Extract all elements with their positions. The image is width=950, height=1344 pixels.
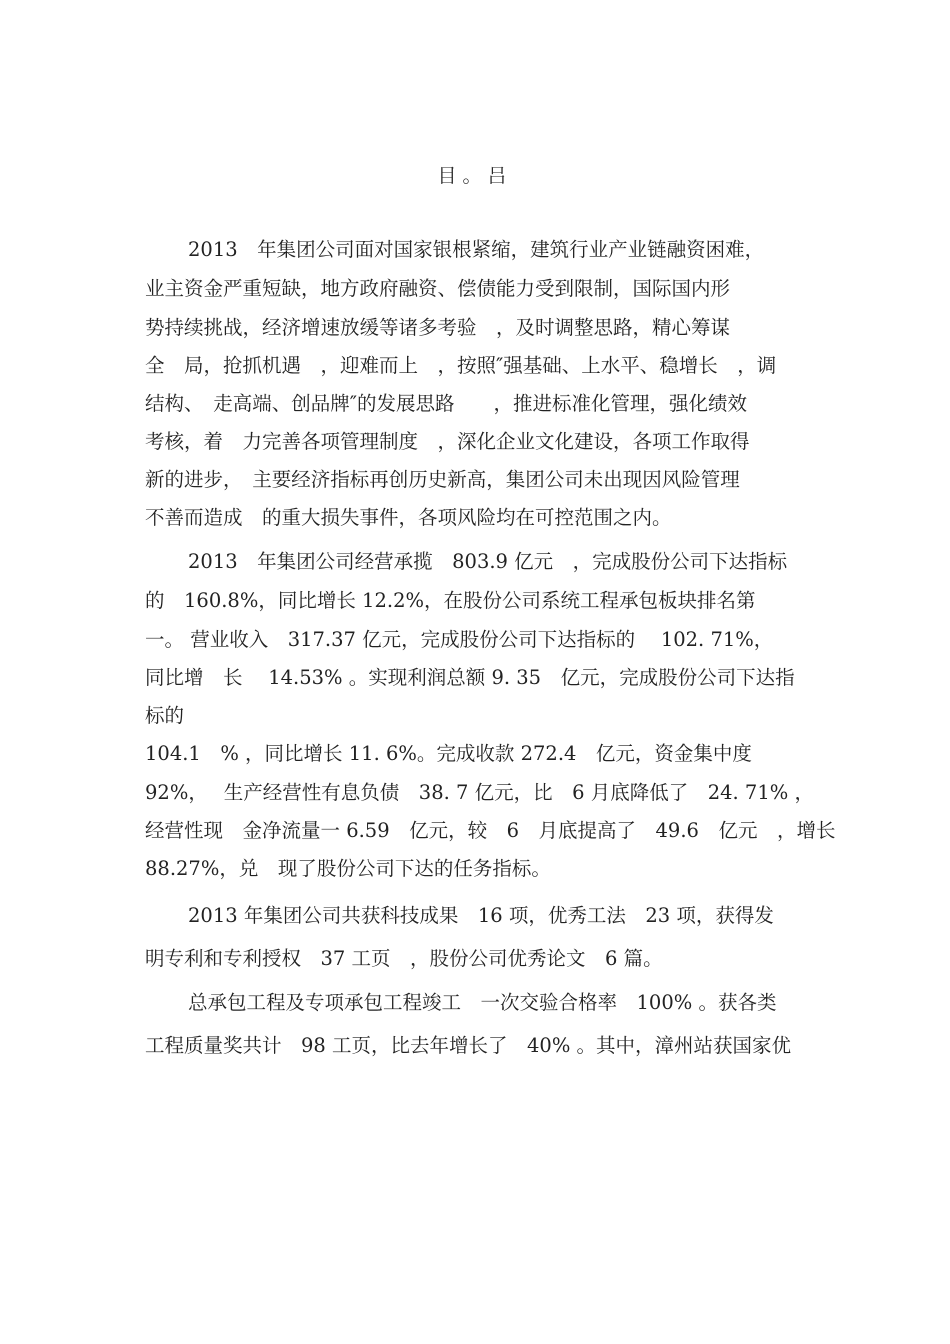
- paragraph-line: 经营性现 金净流量一 6.59 亿元，较 6 月底提高了 49.6 亿元 ，增长: [145, 819, 836, 842]
- paragraph-line: 104.1 % ，同比增长 11. 6%。完成收款 272.4 亿元，资金集中度: [145, 742, 752, 765]
- paragraph-line: 2013 年集团公司经营承揽 803.9 亿元 ，完成股份公司下达指标: [188, 550, 788, 573]
- document-title: 目。吕: [437, 165, 513, 187]
- paragraph-line: 92%， 生产经营性有息负债 38. 7 亿元，比 6 月底降低了 24. 71% ，: [145, 781, 814, 804]
- paragraph-line: 业主资金严重短缺，地方政府融资、偿债能力受到限制，国际国内形: [145, 277, 731, 300]
- paragraph-line: 结构、 走高端、创品牌″的发展思路 ，推进标准化管理，强化绩效: [145, 392, 748, 415]
- paragraph-line: 不善而造成 的重大损失事件，各项风险均在可控范围之内。: [145, 506, 672, 529]
- paragraph-line: 总承包工程及专项承包工程竣工 一次交验合格率 100% 。获各类: [188, 991, 777, 1014]
- paragraph-line: 新的进步， 主要经济指标再创历史新高，集团公司未出现因风险管理: [145, 468, 740, 491]
- paragraph-line: 工程质量奖共计 98 工页，比去年增长了 40% 。其中，漳州站获国家优: [145, 1034, 792, 1057]
- paragraph-line: 的 160.8%，同比增长 12.2%，在股份公司系统工程承包板块排名第: [145, 589, 756, 612]
- paragraph-line: 明专利和专利授权 37 工页 ，股份公司优秀论文 6 篇。: [145, 947, 663, 970]
- paragraph-line: 2013 年集团公司面对国家银根紧缩，建筑行业产业链融资困难，: [188, 238, 765, 261]
- paragraph-line: 一。 营业收入 317.37 亿元，完成股份公司下达指标的 102. 71%，: [145, 628, 774, 651]
- paragraph-line: 同比增 长 14.53% 。实现利润总额 9. 35 亿元，完成股份公司下达指: [145, 666, 795, 689]
- paragraph-line: 2013 年集团公司共获科技成果 16 项，优秀工法 23 项，获得发: [188, 904, 774, 927]
- paragraph-line: 考核，着 力完善各项管理制度 ，深化企业文化建设，各项工作取得: [145, 430, 750, 453]
- paragraph-line: 标的: [145, 704, 185, 727]
- paragraph-line: 势持续挑战，经济增速放缓等诸多考验 ，及时调整思路，精心筹谋: [145, 316, 731, 339]
- paragraph-line: 全 局，抢抓机遇 ，迎难而上 ，按照″强基础、上水平、稳增长 ，调: [145, 354, 777, 377]
- paragraph-line: 88.27%，兑 现了股份公司下达的任务指标。: [145, 857, 551, 880]
